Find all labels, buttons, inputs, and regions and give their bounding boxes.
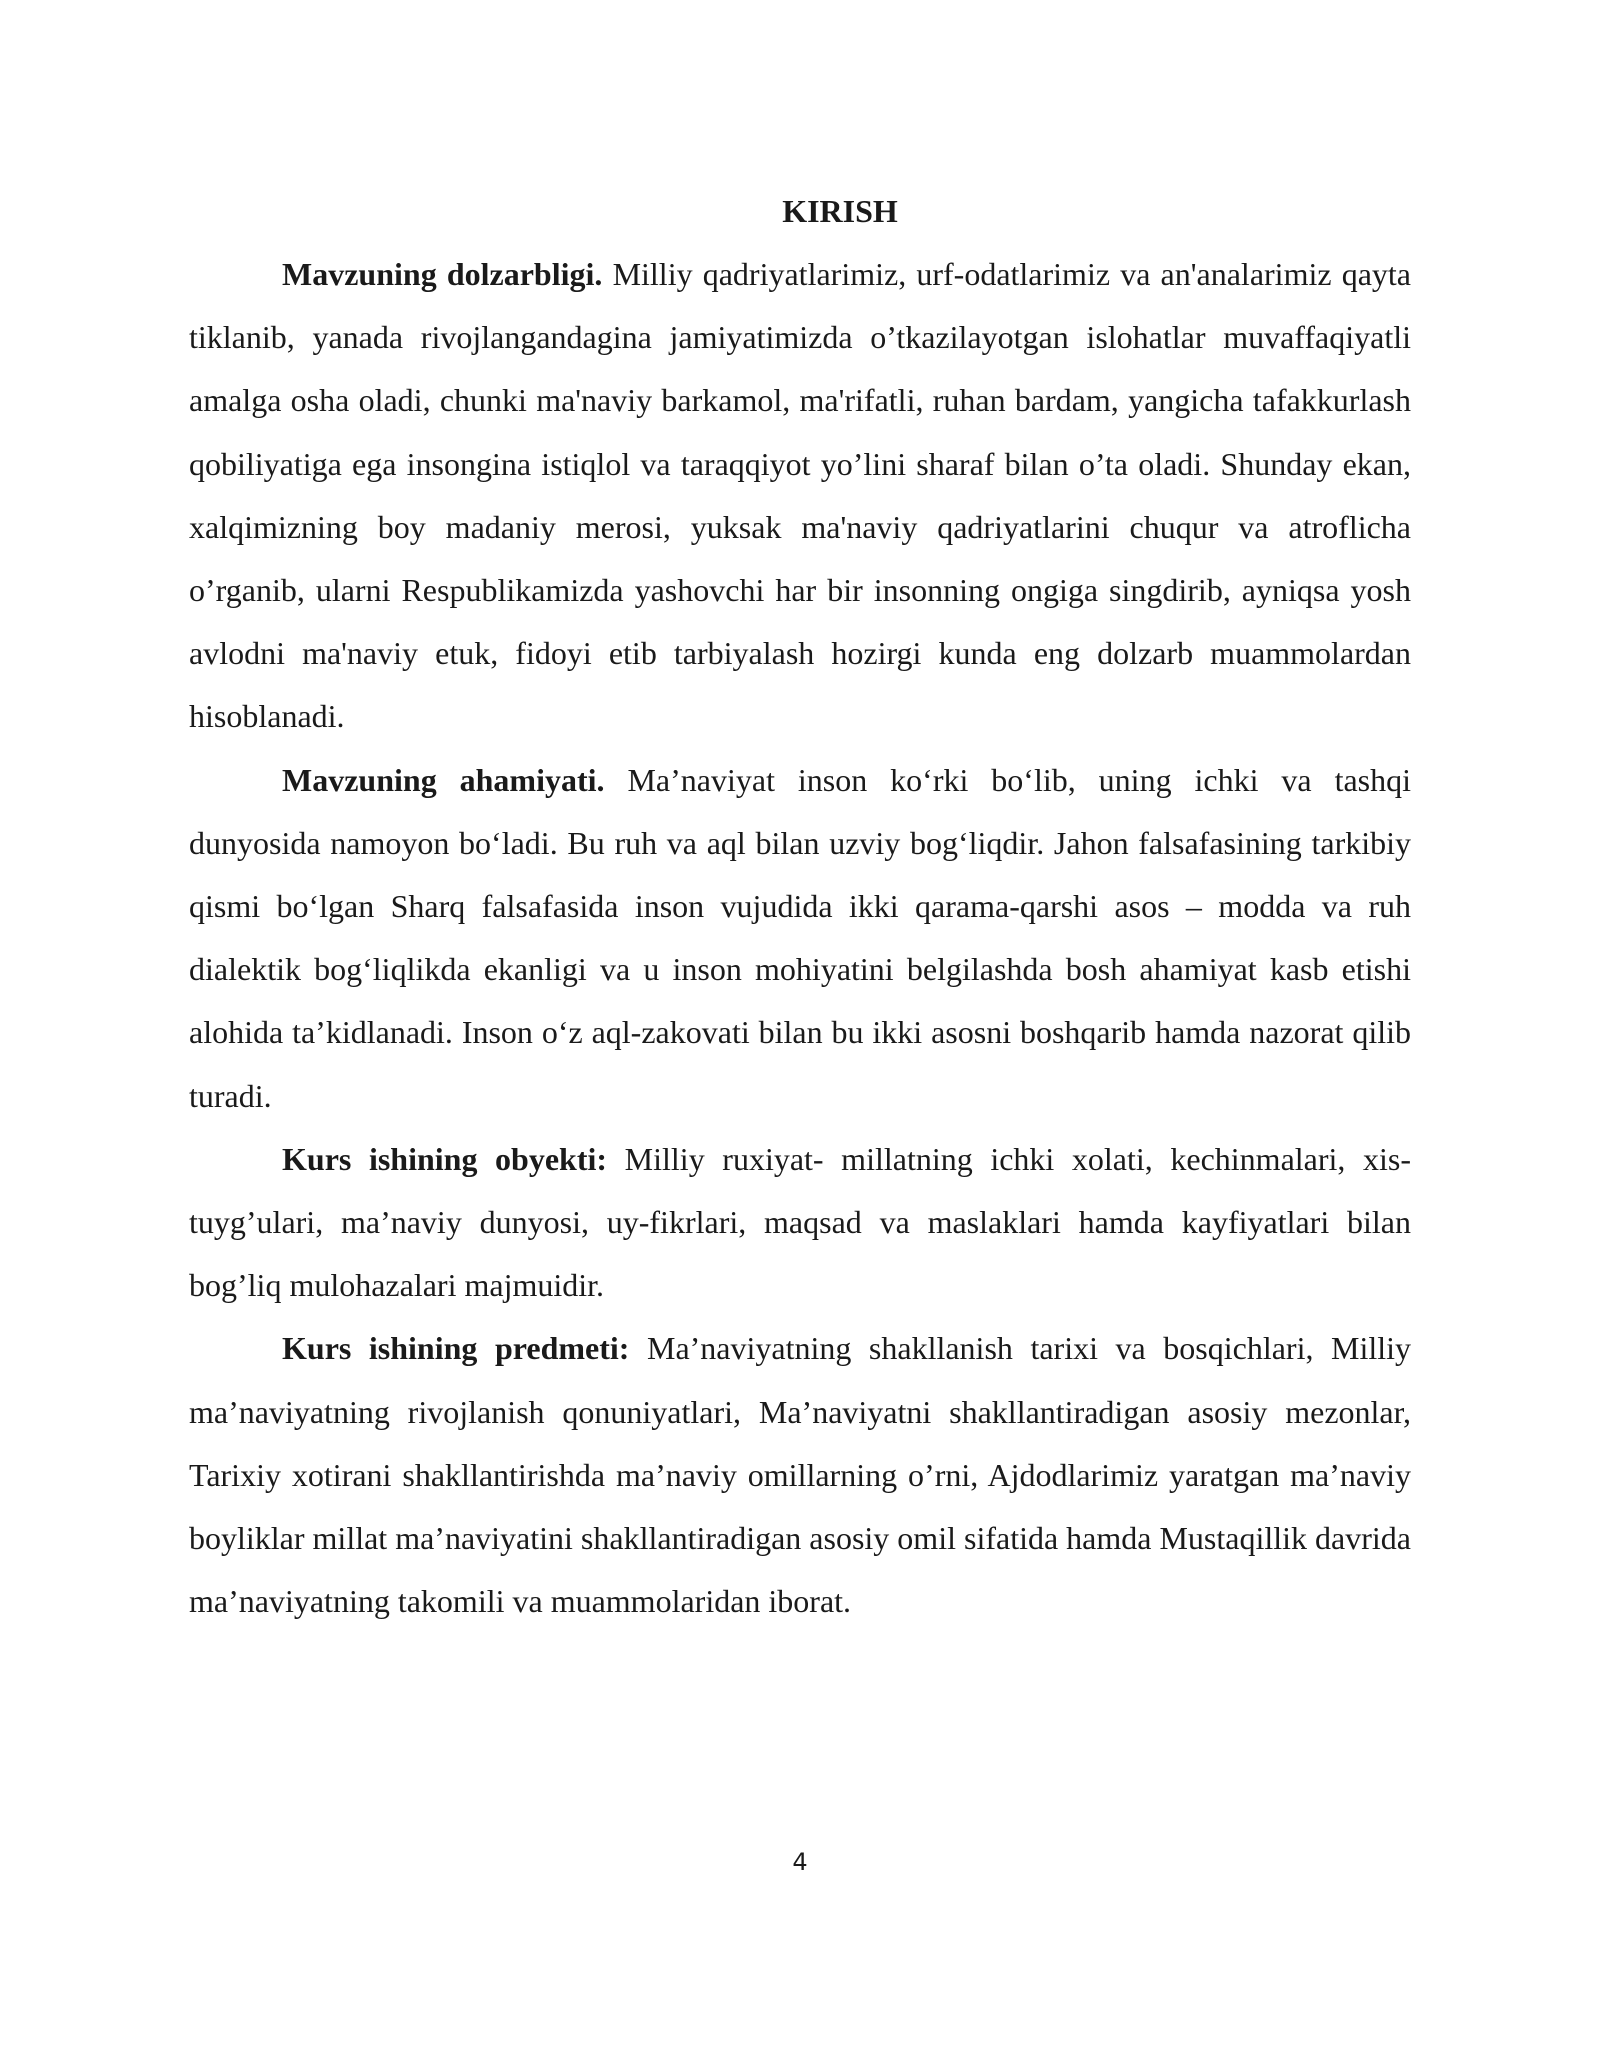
- paragraph-importance: [189, 749, 1411, 1128]
- page-number: 4: [792, 1848, 808, 1876]
- paragraph-relevance: [189, 243, 1411, 749]
- paragraph-text: Ma’naviyat inson ko‘rki bo‘lib, uning ichki va tashqi dunyosida namoyon bo‘ladi. Bu ruh va aql bilan uzviy bog‘liqdir. Jahon falsafasining tarkibiy qismi bo‘lgan Sharq falsafasida inson vujudida ikki qarama-qarshi asos – modda va ruh dialektik bog‘liqlikda ekanligi va u inson mohiyatini belgilashda bosh ahamiyat kasb etishi alohida ta’kidlanadi. Inson o‘z aql-zakovati bilan bu ikki asosni boshqarib hamda nazorat qilib turadi.: [189, 761, 1412, 1114]
- paragraph-subject: [189, 1317, 1411, 1633]
- document-title: KIRISH: [782, 193, 898, 229]
- document-page: [189, 180, 1411, 1633]
- paragraph-heading: Mavzuning dolzarbligi.: [282, 256, 603, 292]
- paragraph-text: Milliy ruxiyat- millatning ichki xolati, kechinmalari, xis-tuyg’ulari, ma’naviy dunyosi, uy-fikrlari, maqsad va maslaklari hamda kayfiyatlari bilan bog’liq mulohazalari majmuidir.: [189, 1140, 1412, 1304]
- paragraph-text: Milliy qadriyatlarimiz, urf-odatlarimiz va an'analarimiz qayta tiklanib, yanada rivojlangandagina jamiyatimizda o’tkazilayotgan islohatlar muvaffaqiyatli amalga osha oladi, chunki ma'naviy barkamol, ma'rifatli, ruhan bardam, yangicha tafakkurlash qobiliyatiga ega insongina istiqlol va taraqqiyot yo’lini sharaf bilan o’ta oladi. Shunday ekan, xalqimizning boy madaniy merosi, yuksak ma'naviy qadriyatlarini chuqur va atroflicha o’rganib, ularni Respublikamizda yashovchi har bir insonning ongiga singdirib, ayniqsa yosh avlodni ma'naviy etuk, fidoyi etib tarbiyalash hozirgi kunda eng dolzarb muammolardan hisoblanadi.: [189, 256, 1412, 735]
- paragraph-heading: Kurs ishining predmeti:: [282, 1330, 630, 1367]
- paragraph-object: [189, 1128, 1411, 1318]
- paragraph-heading: Kurs ishining obyekti:: [282, 1140, 608, 1177]
- paragraph-text: Ma’naviyatning shakllanish tarixi va bosqichlari, Milliy ma’naviyatning rivojlanish qonuniyatlari, Ma’naviyatni shakllantiradigan asosiy mezonlar, Tarixiy xotirani shakllantirishda ma’naviy omillarning o’rni, Ajdodlarimiz yaratgan ma’naviy boyliklar millat ma’naviyatini shakllantiradigan asosiy omil sifatida hamda Mustaqillik davrida ma’naviyatning takomili va muammolaridan iborat.: [189, 1330, 1412, 1620]
- paragraph-heading: Mavzuning ahamiyati.: [282, 761, 605, 798]
